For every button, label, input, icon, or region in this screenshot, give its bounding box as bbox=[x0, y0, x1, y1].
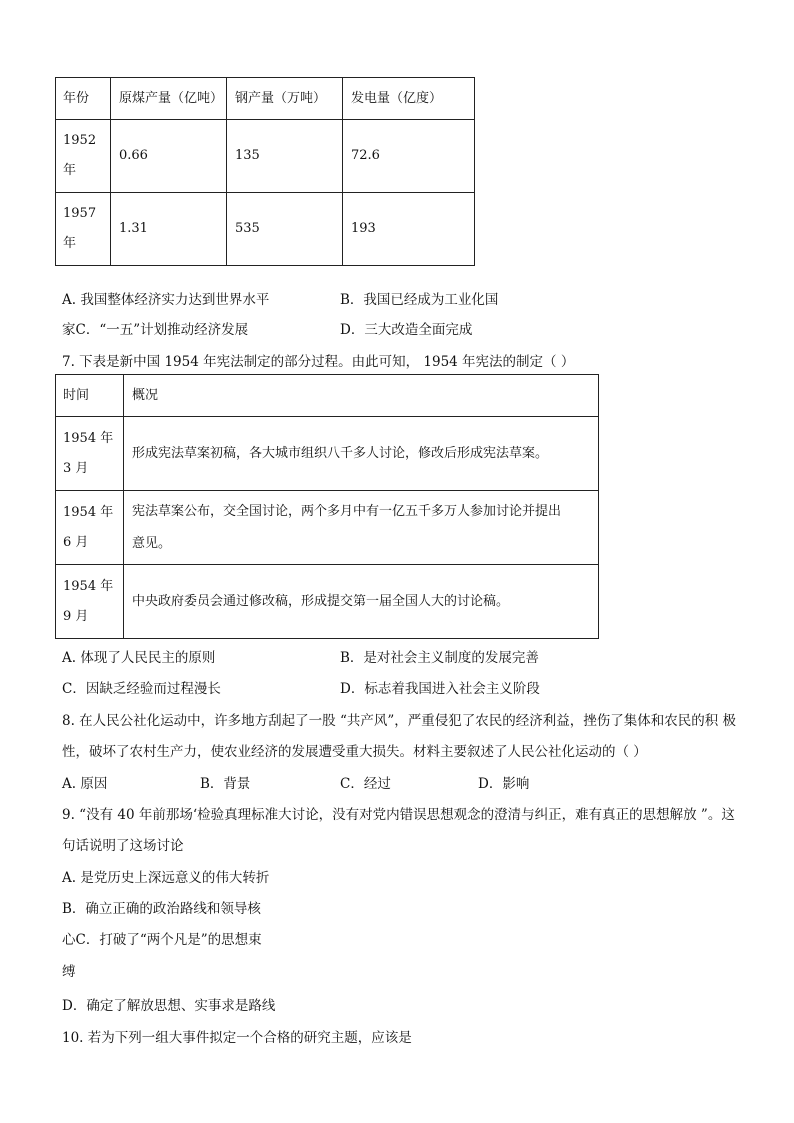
q7-option-d: D．标志着我国进入社会主义阶段 bbox=[340, 681, 540, 697]
time-year: 1954 年 bbox=[63, 504, 114, 520]
q9-option-c-cont: 缚 bbox=[62, 964, 76, 980]
power-cell: 193 bbox=[343, 193, 475, 266]
q8-stem-line-1: 8. 在人民公社化运动中，许多地方刮起了一股 “共产风”，严重侵犯了农民的经济利益，挫伤了集体和农民的积 极 bbox=[62, 713, 737, 729]
year-cell bbox=[56, 120, 111, 193]
coal-cell: 1.31 bbox=[111, 193, 227, 266]
q7-stem: 7. 下表是新中国 1954 年宪法制定的部分过程。由此可知， 1954 年宪法的制定（ ） bbox=[62, 354, 575, 370]
q7-option-c: C．因缺乏经验而过程漫长 bbox=[62, 681, 221, 697]
table-row bbox=[56, 417, 599, 491]
header-time: 时间 bbox=[56, 375, 124, 417]
header-year: 年份 bbox=[56, 78, 111, 120]
table-row bbox=[56, 491, 599, 565]
time-year: 1954 年 bbox=[63, 578, 114, 594]
time-year: 1954 年 bbox=[63, 430, 114, 446]
q9-option-d: D．确定了解放思想、实事求是路线 bbox=[62, 998, 276, 1014]
time-cell bbox=[56, 417, 124, 491]
q9-option-b: B．确立正确的政治路线和领导核 bbox=[62, 901, 261, 917]
summary-cell bbox=[124, 417, 599, 491]
q9-stem-line-1: 9. “没有 40 年前那场‘检验真理标准大讨论，没有对党内错误思想观念的澄清与纠正，难有真正的思想解放 ”。这 bbox=[62, 807, 735, 823]
q10-stem: 10. 若为下列一组大事件拟定一个合格的研究主题，应该是 bbox=[62, 1030, 412, 1046]
steel-cell: 135 bbox=[227, 120, 343, 193]
q6-option-d: D．三大改造全面完成 bbox=[340, 322, 473, 338]
time-cell bbox=[56, 491, 124, 565]
time-month: 9 月 bbox=[63, 608, 89, 624]
header-coal: 原煤产量（亿吨） bbox=[111, 78, 227, 120]
coal-cell: 0.66 bbox=[111, 120, 227, 193]
steel-cell: 535 bbox=[227, 193, 343, 266]
year-value: 1952 bbox=[63, 133, 97, 148]
year-value: 1957 bbox=[63, 206, 97, 221]
production-table bbox=[55, 77, 475, 266]
table-row bbox=[56, 193, 475, 266]
summary-cell bbox=[124, 565, 599, 639]
q7-option-b: B．是对社会主义制度的发展完善 bbox=[340, 650, 539, 666]
table-row bbox=[56, 565, 599, 639]
year-unit: 年 bbox=[63, 236, 77, 251]
q6-option-a: A. 我国整体经济实力达到世界水平 bbox=[62, 292, 270, 308]
q8-option-a: A. 原因 bbox=[62, 776, 108, 792]
constitution-table bbox=[55, 374, 599, 639]
year-cell bbox=[56, 193, 111, 266]
header-steel: 钢产量（万吨） bbox=[227, 78, 343, 120]
q8-option-d: D．影响 bbox=[478, 776, 530, 792]
q7-option-a: A. 体现了人民民主的原则 bbox=[62, 650, 216, 666]
q8-option-c: C．经过 bbox=[340, 776, 391, 792]
power-cell: 72.6 bbox=[343, 120, 475, 193]
table-header-row bbox=[56, 375, 599, 417]
q9-option-c: 心C．打破了“两个凡是”的思想束 bbox=[62, 932, 262, 948]
q8-option-b: B．背景 bbox=[200, 776, 251, 792]
summary-text: 中央政府委员会通过修改稿，形成提交第一届全国人大的讨论稿。 bbox=[132, 593, 510, 609]
summary-cell bbox=[124, 491, 599, 565]
table-row bbox=[56, 120, 475, 193]
q6-option-c: 家C．“一五”计划推动经济发展 bbox=[62, 322, 249, 338]
q6-option-b: B．我国已经成为工业化国 bbox=[340, 292, 499, 308]
table-header-row bbox=[56, 78, 475, 120]
time-month: 6 月 bbox=[63, 534, 89, 550]
q9-option-a: A. 是党历史上深远意义的伟大转折 bbox=[62, 870, 270, 886]
summary-text: 形成宪法草案初稿，各大城市组织八千多人讨论，修改后形成宪法草案。 bbox=[132, 445, 549, 461]
q8-stem-line-2: 性，破坏了农村生产力，使农业经济的发展遭受重大损失。材料主要叙述了人民公社化运动的（ ） bbox=[62, 744, 647, 760]
header-power: 发电量（亿度） bbox=[343, 78, 475, 120]
time-cell bbox=[56, 565, 124, 639]
q9-stem-line-2: 句话说明了这场讨论 bbox=[62, 838, 184, 854]
year-unit: 年 bbox=[63, 163, 77, 178]
summary-text-cont: 意见。 bbox=[132, 535, 172, 551]
summary-text: 宪法草案公布，交全国讨论，两个多月中有一亿五千多万人参加讨论并提出 bbox=[132, 503, 562, 519]
time-month: 3 月 bbox=[63, 460, 89, 476]
header-summary: 概况 bbox=[124, 375, 599, 417]
